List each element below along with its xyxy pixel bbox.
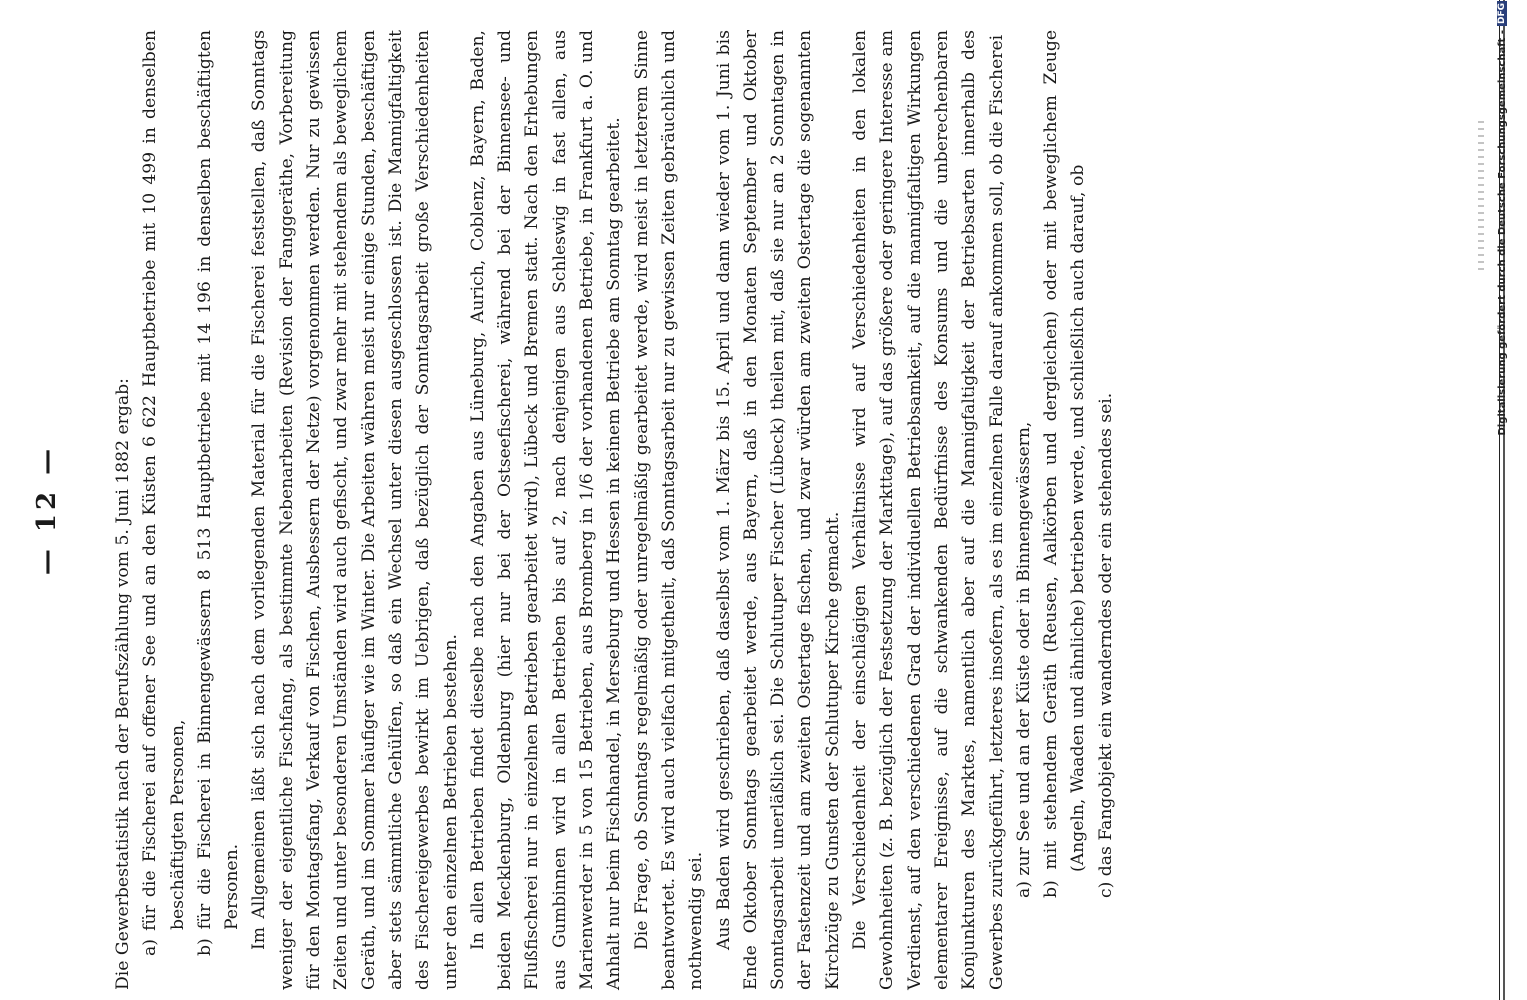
- list-item-a-sea: a) für die Fischerei auf offener See und an den Küsten 6 622 Hauptbetriebe mit 10 499 in denselben beschäftigten Personen,: [140, 30, 188, 956]
- paragraph-intro: Die Gewerbestatistik nach der Berufszählung vom 5. Juni 1882 ergab:: [113, 378, 133, 990]
- list-item-b-inland: b) für die Fischerei in Binnengewässern 8 513 Hauptbetriebe mit 14 196 in denselben beschäftigten Personen.: [194, 30, 243, 956]
- page-number: — 12 —: [32, 444, 62, 576]
- list-item-a-location: a) zur See und an der Küste oder in Binnengewässern,: [1013, 421, 1034, 898]
- paragraph-general: Im Allgemeinen läßt sich nach dem vorliegenden Material für die Fischerei feststellen, daß Sonntags weniger der eigentliche Fischfang, als bestimmte Nebenarbeiten (Revision der Fanggeräthe, Vorbereitung für den Montagsfang, Verkauf von Fischen, Ausbessern der Netze) vorgenommen werden. Nur zu gewissen Zeiten und unter besonderen Umständen wird auch gefischt, und zwar mehr mit stehendem als beweglichem Geräth, und im Sommer häufiger wie im Winter. Die Arbeiten währen meist nur einige Stunden, beschäftigen aber stets sämmtliche Gehülfen, so daß ein Wechsel unter diesen ausgeschlossen ist. Die Mannigfaltigkeit des Fischereigewerbes bewirkt im Uebrigen, daß bezüglich der Sonntagsarbeit große Verschiedenheiten unter den einzelnen Betrieben bestehen.: [249, 30, 461, 990]
- paragraph-all-businesses: In allen Betrieben findet dieselbe nach den Angaben aus Lüneburg, Aurich, Coblenz, Bayern, Baden, beiden Mecklenburg, Oldenburg (hier nur bei der Ostseefischerei, während bei der Binnensee- und Flußfischerei nur in einzelnen Betrieben gearbeitet wird), Lübeck und Bremen statt. Nach den Erhebungen aus Gumbinnen wird in allen Betrieben bis auf 2, nach denjenigen aus Schleswig in fast allen, aus Marienwerder in 5 von 15 Betrieben, aus Bromberg in 1/6 der vorhandenen Betriebe, in Frankfurt a. O. und Anhalt nur beim Fischhandel, in Merseburg und Hessen in keinem Betriebe am Sonntag gearbeitet.: [467, 30, 625, 990]
- dfg-logo: DFG: [1497, 3, 1507, 25]
- credit-text: Digitalisierung gefördert durch die Deutsche Forschungsgemeinschaft -: [1497, 30, 1508, 436]
- rotated-text-block: [32, 30, 1472, 990]
- paragraph-differences: Die Verschiedenheit der einschlägigen Verhältnisse wird auf Verschiedenheiten in den lokalen Gewohnheiten (z. B. bezüglich der Festsetzung der Markttage), auf das größere oder geringere Interesse am Verdienst, auf den verschiedenen Grad der individuellen Betriebsamkeit, auf die mannigfaltigen Wirkungen elementarer Ereignisse, auf die schwankenden Bedürfnisse des Konsums und die unberechenbaren Konjunkturen des Marktes, namentlich aber auf die Mannigfaltigkeit der Betriebsarten innerhalb des Gewerbes zurückgeführt, letzteres insofern, als es im einzelnen Falle darauf ankommen soll, ob die Fischerei: [850, 30, 1007, 990]
- scan-artifact: [1478, 120, 1484, 270]
- digitization-credit: [1497, 1, 1513, 991]
- paragraph-question: Die Frage, ob Sonntags regelmäßig oder unregelmäßig gearbeitet werde, wird meist in letzterem Sinne beantwortet. Es wird auch vielfach mitgetheilt, daß Sonntagsarbeit nur zu gewissen Zeiten gebräuchlich und nothwendig sei.: [631, 30, 707, 990]
- list-item-c-catch: c) das Fangobjekt ein wanderndes oder ein stehendes sei.: [1095, 392, 1116, 898]
- paragraph-baden: Aus Baden wird geschrieben, daß daselbst vom 1. März bis 15. April und dann wieder vom 1. Juni bis Ende Oktober Sonntags gearbeitet werde, aus Bayern, daß in den Monaten September und Oktober Sonntagsarbeit unerläßlich sei. Die Schlutuper Fischer (Lübeck) theilen mit, daß sie nur an 2 Sonntagen in der Fastenzeit und am zweiten Ostertage fischen, und zwar würden am zweiten Ostertage die sogenannten Kirchzüge zu Gunsten der Schlutuper Kirche gemacht.: [713, 30, 843, 990]
- page-body: [110, 30, 1120, 990]
- list-item-b-gear: b) mit stehendem Geräth (Reusen, Aalkörben und dergleichen) oder mit beweglichem Zeuge (Angeln, Waaden und ähnliche) betrieben werde, und schließlich auch darauf, ob: [1041, 30, 1089, 898]
